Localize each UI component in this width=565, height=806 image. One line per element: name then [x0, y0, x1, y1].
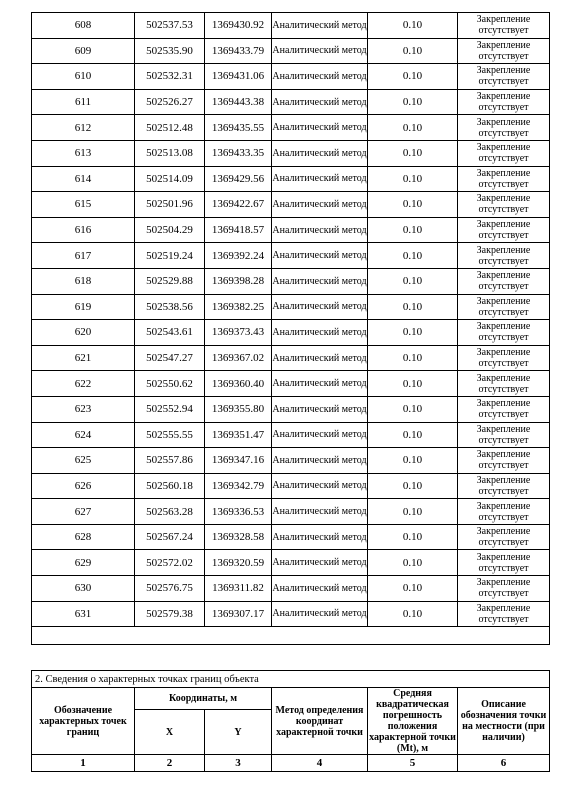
table-row: [32, 473, 550, 499]
description-cell: Закрепление отсутствует: [458, 294, 550, 320]
coord-x-cell: 502579.38: [135, 601, 205, 627]
accuracy-cell: 0.10: [368, 38, 458, 64]
accuracy-cell: 0.10: [368, 140, 458, 166]
accuracy-cell: 0.10: [368, 64, 458, 90]
method-cell: Аналитический метод: [272, 13, 368, 39]
coord-x-cell: 502552.94: [135, 396, 205, 422]
table-row: [32, 524, 550, 550]
table-row: [32, 192, 550, 218]
description-cell: Закрепление отсутствует: [458, 499, 550, 525]
method-cell: Аналитический метод: [272, 192, 368, 218]
description-cell: Закрепление отсутствует: [458, 140, 550, 166]
header-accuracy: Средняя квадратическая погрешность положения характерной точки (Mt), м: [369, 688, 456, 754]
coord-y-cell: 1369392.24: [205, 243, 272, 269]
description-cell: Закрепление отсутствует: [458, 473, 550, 499]
coord-y-cell: 1369435.55: [205, 115, 272, 141]
coord-x-cell: 502535.90: [135, 38, 205, 64]
coord-x-cell: 502512.48: [135, 115, 205, 141]
coord-x-cell: 502526.27: [135, 89, 205, 115]
method-cell: Аналитический метод: [272, 448, 368, 474]
header-description: Описание обозначения точки на местности (при наличии): [458, 688, 550, 755]
table-row: [32, 140, 550, 166]
table-row: [32, 550, 550, 576]
description-cell: Закрепление отсутствует: [458, 396, 550, 422]
method-cell: Аналитический метод: [272, 294, 368, 320]
coord-x-cell: 502560.18: [135, 473, 205, 499]
coord-y-cell: 1369342.79: [205, 473, 272, 499]
table-row: [32, 422, 550, 448]
point-id-cell: 616: [32, 217, 135, 243]
method-cell: Аналитический метод: [272, 371, 368, 397]
coord-y-cell: 1369373.43: [205, 320, 272, 346]
section2-title-row: [32, 671, 550, 688]
table-row: [32, 115, 550, 141]
coord-y-cell: 1369443.38: [205, 89, 272, 115]
coord-y-cell: 1369433.79: [205, 38, 272, 64]
point-id-cell: 622: [32, 371, 135, 397]
column-number-5: 5: [368, 755, 458, 772]
accuracy-cell: 0.10: [368, 448, 458, 474]
accuracy-cell: 0.10: [368, 371, 458, 397]
coord-y-cell: 1369320.59: [205, 550, 272, 576]
coord-y-cell: 1369311.82: [205, 576, 272, 602]
coord-x-cell: 502529.88: [135, 268, 205, 294]
header-y: Y: [205, 710, 272, 755]
coord-x-cell: 502563.28: [135, 499, 205, 525]
accuracy-cell: 0.10: [368, 166, 458, 192]
description-cell: Закрепление отсутствует: [458, 422, 550, 448]
point-id-cell: 630: [32, 576, 135, 602]
header-x: X: [135, 710, 205, 755]
method-cell: Аналитический метод: [272, 243, 368, 269]
blank-cell: [32, 627, 550, 645]
accuracy-cell: 0.10: [368, 89, 458, 115]
method-cell: Аналитический метод: [272, 601, 368, 627]
point-id-cell: 609: [32, 38, 135, 64]
coord-x-cell: 502513.08: [135, 140, 205, 166]
method-cell: Аналитический метод: [272, 473, 368, 499]
coord-y-cell: 1369347.16: [205, 448, 272, 474]
method-cell: Аналитический метод: [272, 422, 368, 448]
method-cell: Аналитический метод: [272, 38, 368, 64]
table-row: [32, 38, 550, 64]
table-row: [32, 576, 550, 602]
description-cell: Закрепление отсутствует: [458, 601, 550, 627]
description-cell: Закрепление отсутствует: [458, 448, 550, 474]
point-id-cell: 627: [32, 499, 135, 525]
table-row: [32, 320, 550, 346]
table-row: [32, 13, 550, 39]
description-cell: Закрепление отсутствует: [458, 345, 550, 371]
accuracy-cell: 0.10: [368, 192, 458, 218]
column-number-2: 2: [135, 755, 205, 772]
coord-x-cell: 502514.09: [135, 166, 205, 192]
coord-x-cell: 502543.61: [135, 320, 205, 346]
table-row: [32, 217, 550, 243]
description-cell: Закрепление отсутствует: [458, 320, 550, 346]
accuracy-cell: 0.10: [368, 13, 458, 39]
accuracy-cell: 0.10: [368, 396, 458, 422]
description-cell: Закрепление отсутствует: [458, 550, 550, 576]
method-cell: Аналитический метод: [272, 140, 368, 166]
method-cell: Аналитический метод: [272, 320, 368, 346]
description-cell: Закрепление отсутствует: [458, 268, 550, 294]
point-id-cell: 619: [32, 294, 135, 320]
coord-x-cell: 502567.24: [135, 524, 205, 550]
header-method: Метод определения координат характерной точки: [272, 688, 368, 755]
description-cell: Закрепление отсутствует: [458, 115, 550, 141]
point-id-cell: 608: [32, 13, 135, 39]
point-id-cell: 624: [32, 422, 135, 448]
method-cell: Аналитический метод: [272, 115, 368, 141]
table-row: [32, 448, 550, 474]
method-cell: Аналитический метод: [272, 217, 368, 243]
point-id-cell: 623: [32, 396, 135, 422]
coord-y-cell: 1369336.53: [205, 499, 272, 525]
coord-x-cell: 502557.86: [135, 448, 205, 474]
method-cell: Аналитический метод: [272, 524, 368, 550]
method-cell: Аналитический метод: [272, 166, 368, 192]
table-row: [32, 294, 550, 320]
point-id-cell: 617: [32, 243, 135, 269]
method-cell: Аналитический метод: [272, 64, 368, 90]
method-cell: Аналитический метод: [272, 576, 368, 602]
coord-x-cell: 502547.27: [135, 345, 205, 371]
coord-y-cell: 1369360.40: [205, 371, 272, 397]
section2-index-row: [32, 755, 550, 772]
description-cell: Закрепление отсутствует: [458, 89, 550, 115]
method-cell: Аналитический метод: [272, 499, 368, 525]
points-table-body: [32, 13, 550, 627]
coord-y-cell: 1369351.47: [205, 422, 272, 448]
coord-y-cell: 1369422.67: [205, 192, 272, 218]
description-cell: Закрепление отсутствует: [458, 192, 550, 218]
description-cell: Закрепление отсутствует: [458, 38, 550, 64]
accuracy-cell: 0.10: [368, 473, 458, 499]
column-number-1: 1: [32, 755, 135, 772]
description-cell: Закрепление отсутствует: [458, 371, 550, 397]
table-row: [32, 371, 550, 397]
table-row: [32, 601, 550, 627]
point-id-cell: 620: [32, 320, 135, 346]
accuracy-cell: 0.10: [368, 550, 458, 576]
accuracy-cell: 0.10: [368, 601, 458, 627]
coord-y-cell: 1369398.28: [205, 268, 272, 294]
coord-x-cell: 502519.24: [135, 243, 205, 269]
table-row: [32, 396, 550, 422]
table-row: [32, 268, 550, 294]
coord-x-cell: 502550.62: [135, 371, 205, 397]
table-row: [32, 89, 550, 115]
accuracy-cell: 0.10: [368, 217, 458, 243]
coord-x-cell: 502572.02: [135, 550, 205, 576]
description-cell: Закрепление отсутствует: [458, 576, 550, 602]
accuracy-cell: 0.10: [368, 499, 458, 525]
section2-header-row: [32, 688, 550, 710]
coord-x-cell: 502538.56: [135, 294, 205, 320]
coord-y-cell: 1369431.06: [205, 64, 272, 90]
header-coordinates: Координаты, м: [135, 688, 272, 710]
coord-x-cell: 502501.96: [135, 192, 205, 218]
description-cell: Закрепление отсутствует: [458, 64, 550, 90]
points-table: [31, 12, 550, 645]
coord-y-cell: 1369429.56: [205, 166, 272, 192]
description-cell: Закрепление отсутствует: [458, 243, 550, 269]
accuracy-cell: 0.10: [368, 268, 458, 294]
section2-table: [31, 670, 550, 772]
point-id-cell: 610: [32, 64, 135, 90]
coord-y-cell: 1369355.80: [205, 396, 272, 422]
header-designation: Обозначение характерных точек границ: [32, 688, 135, 755]
accuracy-cell: 0.10: [368, 422, 458, 448]
description-cell: Закрепление отсутствует: [458, 524, 550, 550]
table-row: [32, 345, 550, 371]
coord-x-cell: 502532.31: [135, 64, 205, 90]
coord-x-cell: 502576.75: [135, 576, 205, 602]
coord-y-cell: 1369307.17: [205, 601, 272, 627]
accuracy-cell: 0.10: [368, 320, 458, 346]
point-id-cell: 629: [32, 550, 135, 576]
coord-x-cell: 502555.55: [135, 422, 205, 448]
table-row: [32, 166, 550, 192]
accuracy-cell: 0.10: [368, 524, 458, 550]
accuracy-cell: 0.10: [368, 294, 458, 320]
table-row: [32, 499, 550, 525]
column-number-3: 3: [205, 755, 272, 772]
point-id-cell: 614: [32, 166, 135, 192]
description-cell: Закрепление отсутствует: [458, 217, 550, 243]
method-cell: Аналитический метод: [272, 89, 368, 115]
accuracy-cell: 0.10: [368, 243, 458, 269]
coord-x-cell: 502537.53: [135, 13, 205, 39]
point-id-cell: 611: [32, 89, 135, 115]
coord-y-cell: 1369328.58: [205, 524, 272, 550]
point-id-cell: 621: [32, 345, 135, 371]
accuracy-cell: 0.10: [368, 576, 458, 602]
point-id-cell: 625: [32, 448, 135, 474]
coord-y-cell: 1369367.02: [205, 345, 272, 371]
point-id-cell: 615: [32, 192, 135, 218]
method-cell: Аналитический метод: [272, 345, 368, 371]
method-cell: Аналитический метод: [272, 268, 368, 294]
point-id-cell: 631: [32, 601, 135, 627]
point-id-cell: 628: [32, 524, 135, 550]
method-cell: Аналитический метод: [272, 396, 368, 422]
table-row: [32, 243, 550, 269]
method-cell: Аналитический метод: [272, 550, 368, 576]
column-number-4: 4: [272, 755, 368, 772]
accuracy-cell: 0.10: [368, 115, 458, 141]
blank-row: [32, 627, 550, 645]
coord-y-cell: 1369382.25: [205, 294, 272, 320]
point-id-cell: 618: [32, 268, 135, 294]
column-number-6: 6: [458, 755, 550, 772]
table-row: [32, 64, 550, 90]
point-id-cell: 613: [32, 140, 135, 166]
accuracy-cell: 0.10: [368, 345, 458, 371]
point-id-cell: 626: [32, 473, 135, 499]
section2-title: 2. Сведения о характерных точках границ объекта: [32, 671, 550, 688]
coord-x-cell: 502504.29: [135, 217, 205, 243]
point-id-cell: 612: [32, 115, 135, 141]
description-cell: Закрепление отсутствует: [458, 166, 550, 192]
coord-y-cell: 1369433.35: [205, 140, 272, 166]
coord-y-cell: 1369418.57: [205, 217, 272, 243]
description-cell: Закрепление отсутствует: [458, 13, 550, 39]
coord-y-cell: 1369430.92: [205, 13, 272, 39]
